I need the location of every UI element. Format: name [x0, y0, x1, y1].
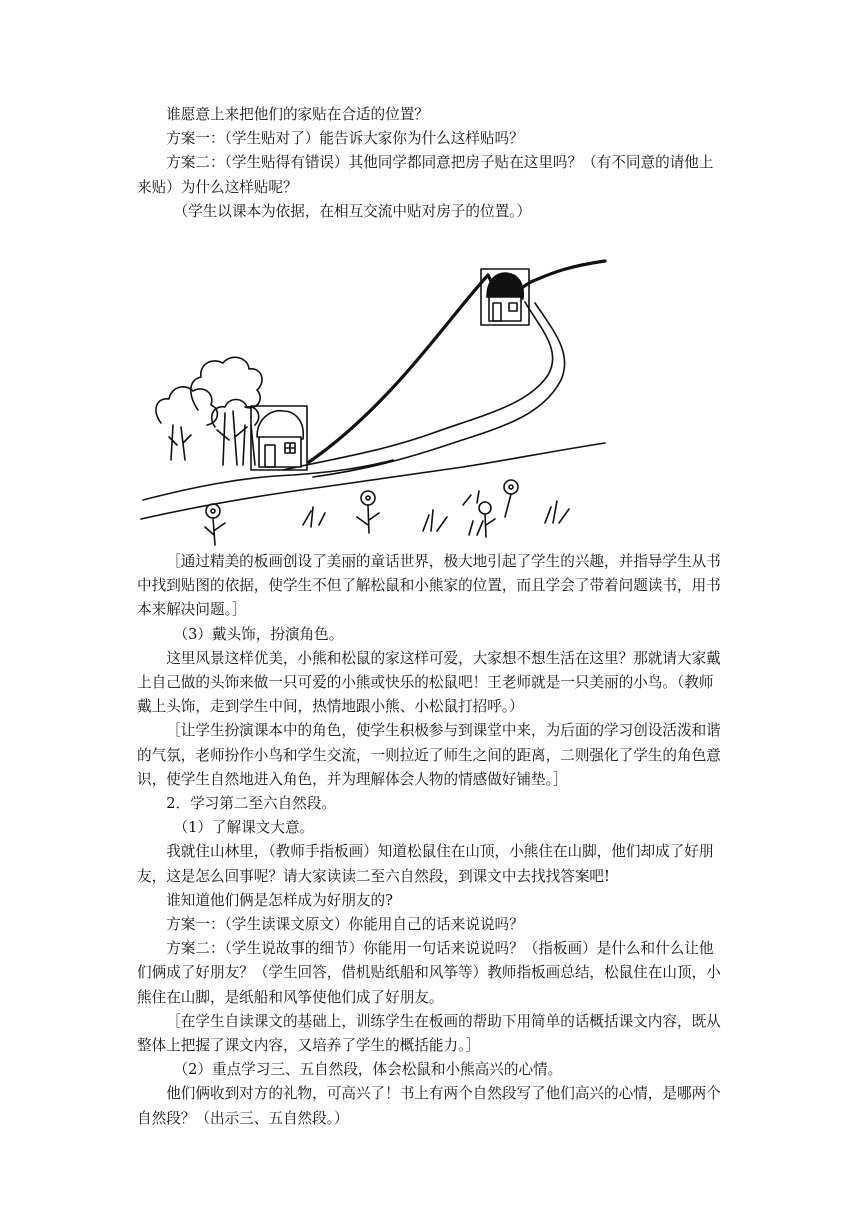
- paragraph: 这里风景这样优美，小熊和松鼠的家这样可爱，大家想不想生活在这里？那就请大家戴上自己做的头饰来做一只可爱的小熊或快乐的松鼠吧！王老师就是一只美丽的小鸟。（教师戴上头饰，走到学生中间，热情地跟小熊、小松鼠打招呼。）: [137, 649, 721, 716]
- board-drawing-illustration: [133, 255, 617, 547]
- paragraph: 他们俩收到对方的礼物，可高兴了！书上有两个自然段写了他们高兴的心情，是哪两个自然段？（出示三、五自然段。）: [137, 1085, 721, 1127]
- river-icon: [141, 302, 605, 519]
- flower-icon: [205, 480, 518, 545]
- tree-icon: [156, 357, 262, 465]
- paragraph: ［通过精美的板画创设了美丽的童话世界，极大地引起了学生的兴趣，并指导学生从书中找到贴图的依据，使学生不但了解松鼠和小熊家的位置，而且学会了带着问题读书，用书本来解决问题。］: [137, 553, 721, 619]
- paragraph: （学生以课本为依据，在相互交流中贴对房子的位置。）: [173, 202, 532, 220]
- paragraph: 2．学习第二至六自然段。: [166, 795, 337, 813]
- top-text-block: [137, 103, 725, 224]
- paragraph: 我就住山林里，（教师手指板画）知道松鼠住在山顶，小熊住在山脚，他们却成了好朋友，这是怎么回事呢？请大家读读二至六自然段，到课文中去找找答案吧!: [137, 843, 714, 885]
- paragraph: （1）了解课文大意。: [173, 819, 315, 837]
- mountain-icon: [309, 261, 605, 462]
- paragraph: ［让学生扮演课本中的角色，使学生积极参与到课堂中来，为后面的学习创设活泼和谐的气氛，老师扮作小鸟和学生交流，一则拉近了师生之间的距离，二则强化了学生的角色意识，使学生自然地进入角色，并为理解体会人物的情感做好铺垫。］: [137, 722, 721, 788]
- paragraph: 方案一：（学生读课文原文）你能用自己的话来说说吗？: [166, 916, 524, 934]
- bottom-text-block: [137, 550, 725, 1131]
- grass-icon: [303, 491, 569, 535]
- paragraph: 方案二：（学生说故事的细节）你能用一句话来说说吗？（指板画）是什么和什么让他们俩成了好朋友？（学生回答，借机贴纸船和风筝等）教师指板画总结，松鼠住在山顶，小熊住在山脚，是纸船和风筝使他们成了好朋友。: [137, 940, 721, 1006]
- paragraph: （3）戴头饰，扮演角色。: [173, 625, 344, 643]
- paragraph: 谁知道他们俩是怎样成为好朋友的?: [166, 891, 393, 909]
- board-drawing: [133, 255, 617, 547]
- paragraph: ［在学生自读课文的基础上，训练学生在板画的帮助下用简单的话概括课文内容，既从整体上把握了课文内容，又培养了学生的概括能力。］: [137, 1012, 721, 1055]
- paragraph: 方案二：（学生贴得有错误）其他同学都同意把房子贴在这里吗？（有不同意的请他上来贴）为什么这样贴呢？: [137, 154, 714, 196]
- paragraph: 谁愿意上来把他们的家贴在合适的位置？: [166, 106, 429, 123]
- paragraph: 方案一：（学生贴对了）能告诉大家你为什么这样贴吗？: [166, 130, 524, 148]
- paragraph: （2）重点学习三、五自然段，体会松鼠和小熊高兴的心情。: [173, 1061, 563, 1079]
